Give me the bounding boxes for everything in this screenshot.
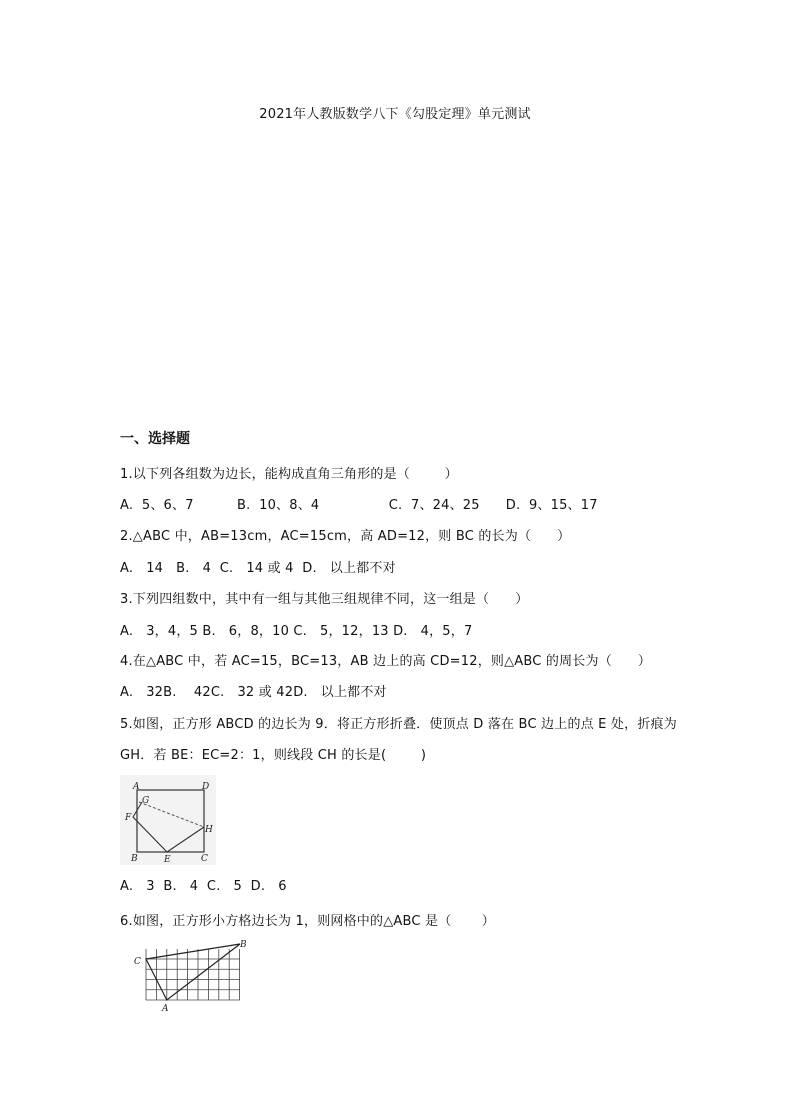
- document-title: 2021年人教版数学八下《勾股定理》单元测试: [259, 107, 531, 122]
- question-1-options: A. 5、6、7 B. 10、8、4 C. 7、24、25 D. 9、15、17: [120, 498, 598, 513]
- question-3-options: A. 3，4，5 B. 6，8，10 C. 5，12，13 D. 4，5，7: [120, 624, 473, 639]
- question-5-figure: [120, 775, 216, 865]
- label-c: C: [134, 957, 141, 967]
- label-f: F: [125, 813, 132, 823]
- label-a: A: [162, 1004, 169, 1014]
- question-2-stem: 2.△ABC 中，AB=13cm，AC=15cm，高 AD=12，则 BC 的长为（ ）: [120, 529, 571, 544]
- label-b: B: [240, 940, 247, 950]
- question-1-stem: 1.以下列各组数为边长，能构成直角三角形的是（ ）: [120, 467, 458, 482]
- label-g: G: [142, 796, 150, 806]
- question-2-options: A. 14 B. 4 C. 14 或 4 D. 以上都不对: [120, 561, 396, 576]
- section-heading: 一、选择题: [120, 431, 190, 447]
- label-c: C: [201, 854, 208, 864]
- label-d: D: [202, 782, 210, 792]
- question-3-stem: 3.下列四组数中，其中有一组与其他三组规律不同，这一组是（ ）: [120, 592, 529, 607]
- question-5-options: A. 3 B. 4 C. 5 D. 6: [120, 879, 287, 894]
- question-4-options: A. 32B. 42C. 32 或 42D. 以上都不对: [120, 685, 387, 700]
- question-4-stem: 4.在△ABC 中，若 AC=15，BC=13，AB 边上的高 CD=12，则△ABC 的周长为（ ）: [120, 654, 652, 669]
- question-6-figure: [128, 938, 254, 1014]
- folded-edge: [133, 802, 204, 852]
- label-h: H: [205, 825, 213, 835]
- label-e: E: [164, 855, 171, 865]
- label-b: B: [131, 854, 138, 864]
- triangle-abc: [146, 944, 240, 1000]
- label-a: A: [133, 782, 140, 792]
- question-5-stem-line-1: 5.如图，正方形 ABCD 的边长为 9．将正方形折叠．使顶点 D 落在 BC 边上的点 E 处，折痕为: [120, 717, 677, 732]
- question-6-stem: 6.如图，正方形小方格边长为 1，则网格中的△ABC 是（ ）: [120, 914, 495, 929]
- question-5-stem-line-2: GH．若 BE：EC=2：1，则线段 CH 的长是( ): [120, 748, 427, 763]
